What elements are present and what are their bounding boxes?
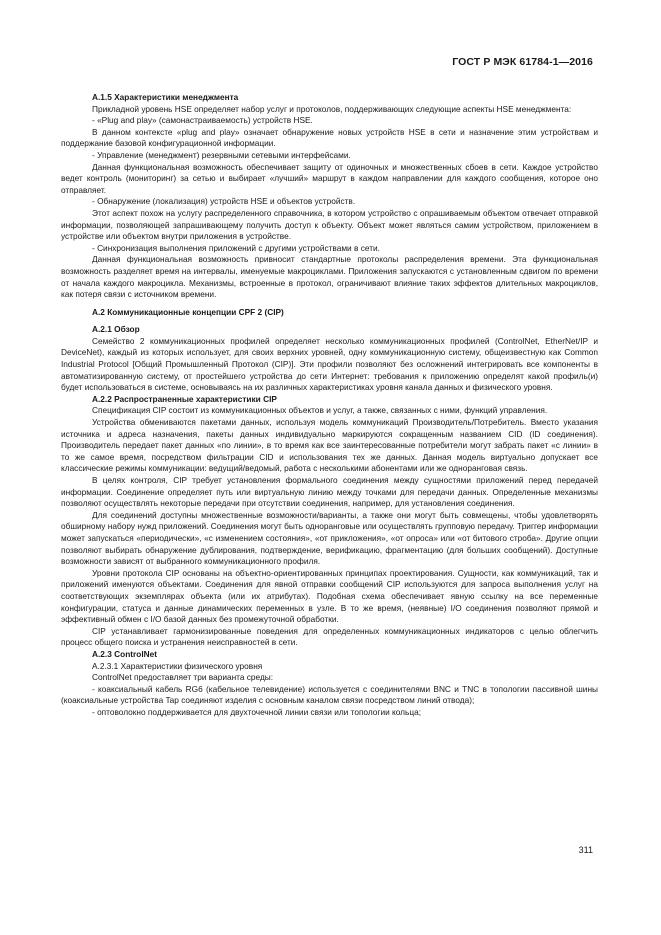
section-heading: А.1.5 Характеристики менеджмента: [92, 92, 239, 102]
body-paragraph: - Обнаружение (локализация) устройств HSE и объектов устройств.: [92, 196, 356, 207]
body-paragraph: ControlNet предоставляет три варианта среды:: [92, 672, 274, 683]
body-paragraph: Данная функциональная возможность обеспечивает защиту от одиночных и множественных сбоев в сети. Каждое устройство ведет контроль (мониторинг) за сетью и выбирает «лучший» маршрут в каждом направлении для каждого сообщения, которое оно отправляет.: [61, 161, 598, 195]
body-paragraph: Прикладной уровень HSE определяет набор услуг и протоколов, поддерживающих следующие аспекты HSE менеджмента:: [92, 103, 572, 114]
body-paragraph: CIP устанавливает гармонизированные поведения для определенных коммуникационных индикаторов с целью облегчить процесс общего поиска и устранения неисправностей в сети.: [61, 625, 598, 648]
body-paragraph: - Синхронизация выполнения приложений с другими устройствами в сети.: [92, 242, 380, 253]
body-paragraph: А.2.3.1 Характеристики физического уровня: [92, 660, 263, 671]
body-paragraph: Спецификация CIP состоит из коммуникационных объектов и услуг, а также, связанных с ними, функций управления.: [92, 405, 548, 416]
body-paragraph: - «Plug and play» (самонастраиваемость) устройств HSE.: [92, 115, 313, 126]
document-header: ГОСТ Р МЭК 61784-1—2016: [452, 56, 593, 68]
body-paragraph: Данная функциональная возможность привносит стандартные протоколы распределения времени. Эта функциональная возможность разделяет время на интервалы, именуемые макроциклами. Приложения запускаются с установленным сдвигом по времени от начала каждого макроцикла. Механизмы, встроенные в протокол, ограничивают влияние таких эффектов длительных макроциклов, как потеря связи с источником времени.: [61, 254, 598, 300]
body-paragraph: Уровни протокола CIP основаны на объектно-ориентированных принципах проектирования. Сущности, как коммуникаций, так и приложений именуются объектами. Соединения для явной отправки сообщений CIP используются для запроса выполнения услуг на соответствующих экземплярах объекта (или их атрибутах). Подобная схема обеспечивает явную ссылку на все переменные конфигурации, статуса и данные динамических переменных в узле. В то же время, (неявные) I/O соединения позволяют прямой и эффективный обмен с I/O базой данных без промежуточной обработки.: [61, 567, 598, 625]
body-paragraph: - оптоволокно поддерживается для двухточечной линии связи или топологии кольца;: [92, 706, 422, 717]
body-paragraph: В целях контроля, CIP требует установления формального соединения между сущностями приложений перед передачей информации. Соединение определяет путь или виртуальную линию между точками для передачи данных. Определенные механизмы позволяют осуществлять некоторые передачи при отсутствии соединения, например, для установления соединения.: [61, 475, 598, 509]
body-paragraph: Семейство 2 коммуникационных профилей определяет несколько коммуникационных профилей (ControlNet, EtherNet/IP и DeviceNet), каждый из которых использует, для своих верхних уровней, одну коммуникационную систему, общеизвестную как Common Industrial Protocol [Общий Промышленный Протокол (CIP)]. Эти профили позволяют без осложнений интегрировать все компоненты в автоматизированную систему, от простейшего устройства до сети Интернет: требования к приложению определят какой профиль(и) будет использоваться в системе, основываясь на их различных характеристиках уровня канала данных и физического уровня.: [61, 335, 598, 393]
body-paragraph: Устройства обмениваются пакетами данных, используя модель коммуникаций Производитель/Потребитель. Вместо указания источника и адреса назначения, пакеты данных индивидуально маркируются сокращенным названием CID (ID соединения). Производитель передает пакет данных «по линии», в то время как все заинтересованные потребители могут забрать пакет «с линии» в то же самое время, посредством фильтрации CID и использования тех же данных. Данная модель виртуально допускает все классические режимы коммуникации: ведущий/ведомый, работа с несколькими абонентами или же одноранговая связь.: [61, 417, 598, 474]
section-heading: А.2.3 ControlNet: [92, 648, 157, 659]
body-paragraph: - Управление (менеджмент) резервными сетевыми интерфейсами.: [92, 149, 351, 160]
section-heading: А.2.1 Обзор: [92, 324, 140, 335]
body-paragraph: - коаксиальный кабель RG6 (кабельное телевидение) используется с соединителями BNC и TNC в топологии пассивной шины (коаксиальные устройства Tap соединяют изделия с основным каналом связи посредством линий отвода);: [61, 683, 598, 706]
body-paragraph: Этот аспект похож на услугу распределенного справочника, в котором устройство с опрашиваемым объектом отвечает отправкой информации, позволяющей запрашивающему получить доступ к объекту. Объект может являться самим устройством, приложением в устройстве или объектом внутри приложения в устройстве.: [61, 207, 598, 242]
section-heading: А.2.2 Распространенные характеристики CIP: [92, 393, 277, 404]
page-number: 311: [578, 845, 593, 855]
body-paragraph: Для соединений доступны множественные возможности/варианты, а также они могут быть совмещены, чтобы удовлетворять обширному набору нужд приложений. Соединения могут быть одноранговые или осуществлять групповую передачу. Триггер информации может запускаться «периодически», «с изменением состояния», «от прикложения», «от опроса» или «от битового строба». Другие опции позволяют выбирать обнаружение дублирования, подтверждение, верификацию, фрагментацию (для больших сообщений). Доступные возможности зависят от выбранного коммуникационного профиля.: [61, 509, 598, 567]
body-paragraph: В данном контексте «plug and play» означает обнаружение новых устройств HSE в сети и назначение этим устройствам и поддержание базовой конфигурационной информации.: [61, 126, 598, 149]
document-body: [61, 92, 598, 718]
section-heading: А.2 Коммуникационные концепции CPF 2 (CIP): [92, 306, 284, 317]
